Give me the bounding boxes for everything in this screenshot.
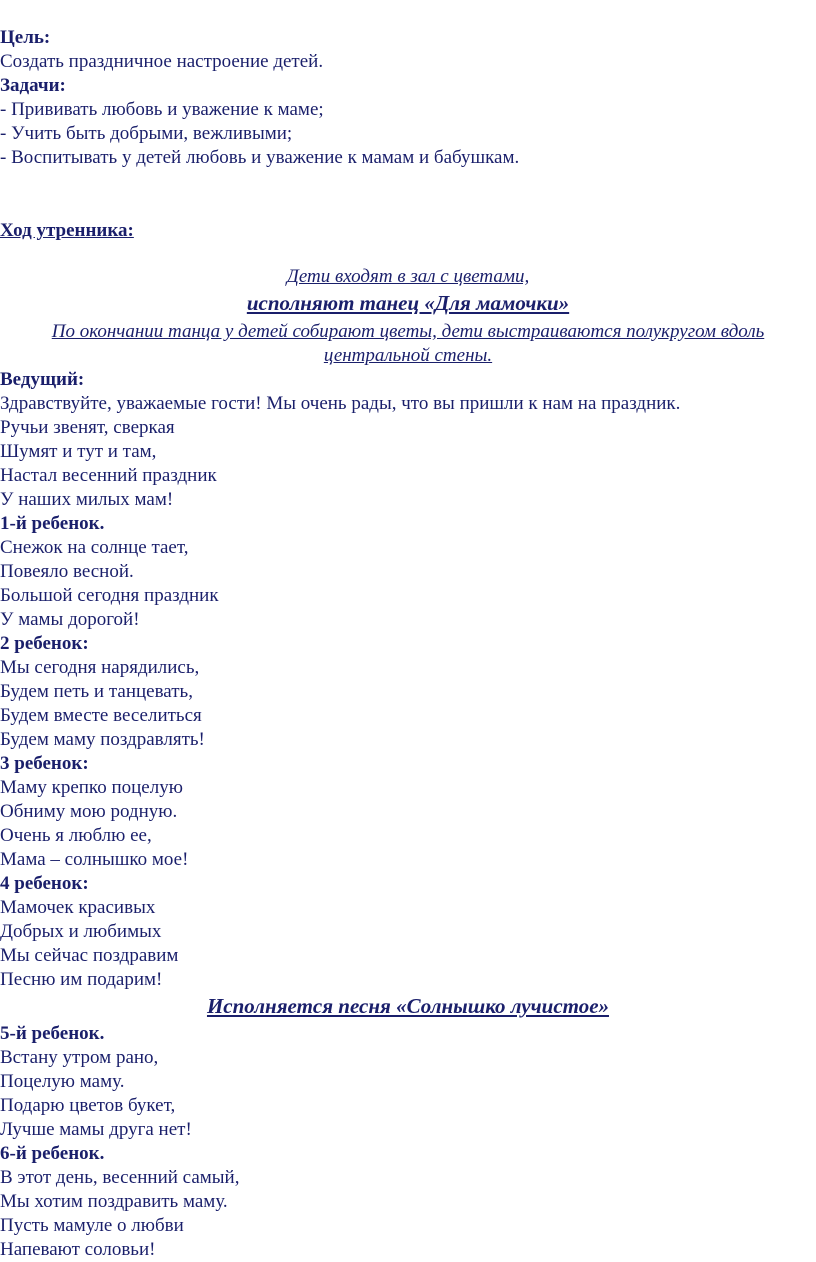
host-role: Ведущий:	[0, 369, 85, 390]
verse-line: Будем маму поздравлять!	[0, 729, 205, 750]
child4-role: 4 ребенок:	[0, 873, 89, 894]
verse-line: Маму крепко поцелую	[0, 777, 183, 798]
verse-line: Пусть мамуле о любви	[0, 1215, 184, 1236]
stage-direction-1: Дети входят в зал с цветами,	[286, 266, 530, 287]
course-heading: Ход утренника:	[0, 220, 134, 241]
child5-role: 5-й ребенок.	[0, 1023, 105, 1044]
child6-role: 6-й ребенок.	[0, 1143, 105, 1164]
verse-line: У наших милых мам!	[0, 489, 174, 510]
verse-line: Мама – солнышко мое!	[0, 849, 189, 870]
stage-direction-dance: исполняют танец «Для мамочки»	[246, 291, 570, 315]
goal-text: Создать праздничное настроение детей.	[0, 51, 324, 72]
verse-line: Снежок на солнце тает,	[0, 537, 189, 558]
verse-line: Встану утром рано,	[0, 1047, 159, 1068]
verse-line: Мамочек красивых	[0, 897, 156, 918]
goal-heading: Цель:	[0, 27, 51, 48]
verse-line: Мы сейчас поздравим	[0, 945, 179, 966]
verse-line: Ручьи звенят, сверкая	[0, 417, 175, 438]
song-announcement: Исполняется песня «Солнышко лучистое»	[206, 994, 610, 1018]
verse-line: У мамы дорогой!	[0, 609, 140, 630]
verse-line: Песню им подарим!	[0, 969, 163, 990]
verse-line: Шумят и тут и там,	[0, 441, 157, 462]
verse-line: Мы хотим поздравить маму.	[0, 1191, 228, 1212]
verse-line: Мы сегодня нарядились,	[0, 657, 200, 678]
task-item: - Прививать любовь и уважение к маме;	[0, 99, 324, 120]
verse-line: Здравствуйте, уважаемые гости! Мы очень рады, что вы пришли к нам на праздник.	[0, 393, 681, 414]
verse-line: Напевают соловьи!	[0, 1239, 156, 1260]
verse-line: Настал весенний праздник	[0, 465, 217, 486]
child3-role: 3 ребенок:	[0, 753, 89, 774]
task-item: - Воспитывать у детей любовь и уважение к мамам и бабушкам.	[0, 147, 520, 168]
child1-role: 1-й ребенок.	[0, 513, 105, 534]
child2-role: 2 ребенок:	[0, 633, 89, 654]
verse-line: Добрых и любимых	[0, 921, 162, 942]
stage-direction-4: центральной стены.	[323, 345, 493, 366]
task-item: - Учить быть добрыми, вежливыми;	[0, 123, 293, 144]
verse-line: Подарю цветов букет,	[0, 1095, 176, 1116]
verse-line: Очень я люблю ее,	[0, 825, 152, 846]
verse-line: Будем петь и танцевать,	[0, 681, 193, 702]
verse-line: В этот день, весенний самый,	[0, 1167, 240, 1188]
verse-line: Поцелую маму.	[0, 1071, 125, 1092]
verse-line: Будем вместе веселиться	[0, 705, 202, 726]
verse-line: Повеяло весной.	[0, 561, 134, 582]
stage-direction-3: По окончании танца у детей собирают цветы, дети выстраиваются полукругом вдоль	[51, 321, 765, 342]
verse-line: Лучше мамы друга нет!	[0, 1119, 192, 1140]
verse-line: Большой сегодня праздник	[0, 585, 219, 606]
verse-line: Обниму мою родную.	[0, 801, 178, 822]
tasks-heading: Задачи:	[0, 75, 66, 96]
